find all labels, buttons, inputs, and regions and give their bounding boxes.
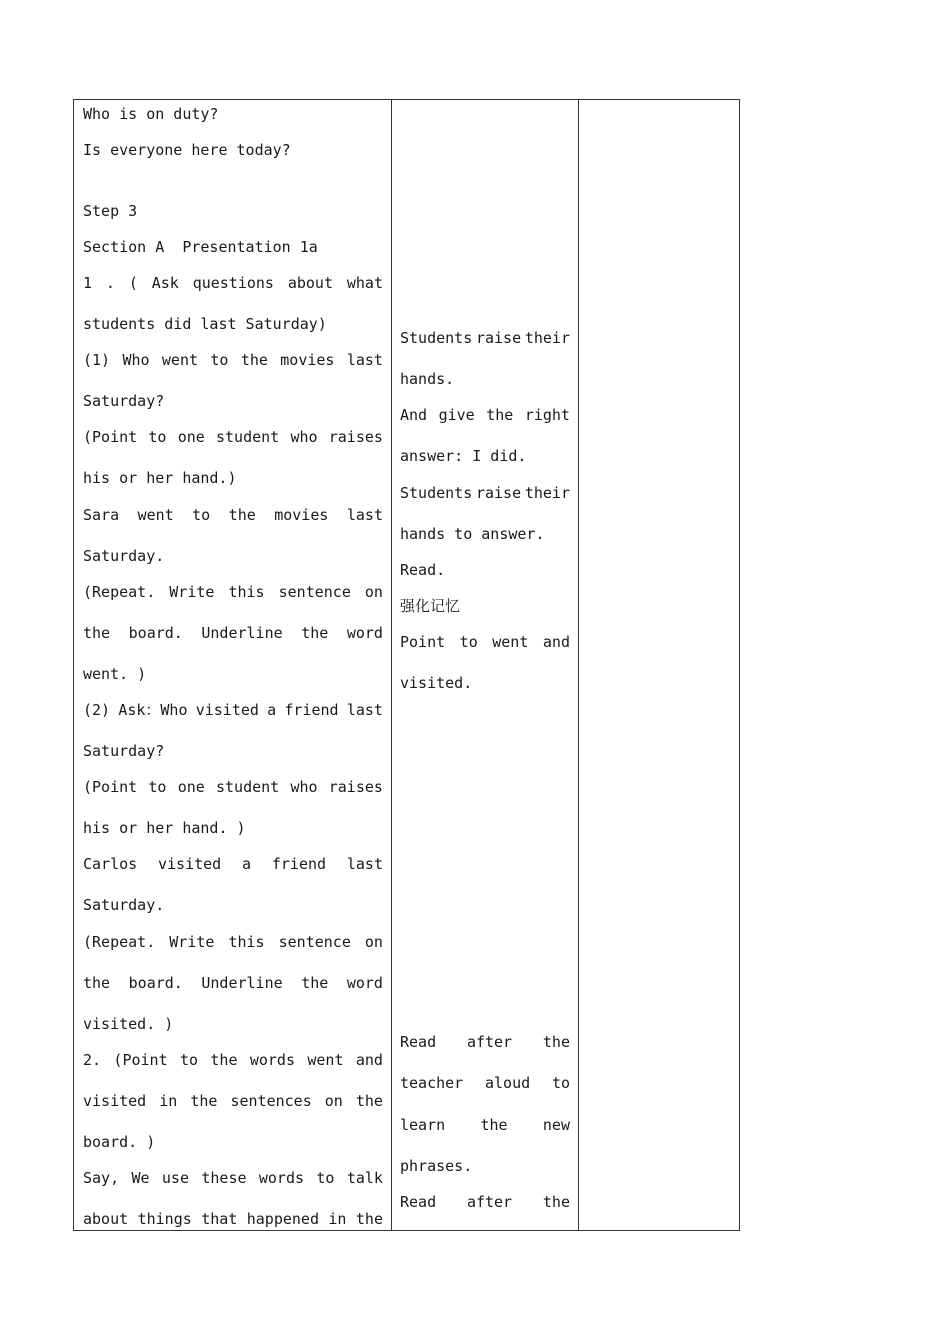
word: Students (400, 484, 473, 502)
lesson-plan-table (73, 99, 740, 1231)
word: board. (128, 974, 183, 992)
word: Who (122, 351, 150, 369)
word: right (524, 406, 570, 424)
word: happened (246, 1210, 319, 1228)
text-line (83, 933, 383, 951)
word: (Point (83, 428, 138, 446)
word: in (159, 1092, 178, 1110)
text-line: went. ) (83, 665, 147, 683)
word: visited (158, 855, 222, 873)
text-line: Who is on duty? (83, 105, 219, 123)
text-line (83, 506, 383, 524)
word: Read (400, 1033, 437, 1051)
word: and (355, 1051, 383, 1069)
text-line (83, 351, 383, 369)
word: Write (169, 583, 215, 601)
word: board. (128, 624, 183, 642)
text-line (83, 624, 383, 642)
word: raises (328, 428, 383, 446)
word: the (355, 1092, 383, 1110)
word: on (324, 1092, 343, 1110)
word: student (216, 428, 280, 446)
text-line (400, 484, 570, 502)
text-line (83, 1169, 383, 1187)
word: to (148, 428, 167, 446)
text-line (83, 274, 383, 292)
text-line: hands. (400, 370, 455, 388)
word: (1) (83, 351, 111, 369)
column-divider-1 (391, 100, 392, 1230)
word: their (524, 484, 570, 502)
word: movies (274, 506, 329, 524)
text-line: answer: I did. (400, 447, 527, 465)
text-line: 强化记忆 (400, 597, 461, 615)
word: who (290, 428, 318, 446)
text-line: visited. ) (83, 1015, 174, 1033)
text-line (83, 1210, 383, 1228)
text-line (83, 855, 383, 873)
word: ( (128, 274, 138, 292)
section-heading: Section A Presentation 1a (83, 238, 318, 256)
word: one (177, 428, 205, 446)
word: the (210, 1051, 238, 1069)
word: the (240, 351, 268, 369)
word: words (249, 1051, 295, 1069)
word: (Point (113, 1051, 168, 1069)
word: visited (83, 1092, 147, 1110)
word: one (177, 778, 205, 796)
word: the (83, 624, 111, 642)
word: (Repeat. (83, 933, 156, 951)
word: Read (400, 1193, 437, 1211)
text-line (83, 778, 383, 796)
word: went (137, 506, 174, 524)
word: Write (169, 933, 215, 951)
word: last (346, 351, 383, 369)
text-line: phrases. (400, 1157, 473, 1175)
word: about (83, 1210, 129, 1228)
text-line: Saturday? (83, 742, 165, 760)
word: We (131, 1169, 150, 1187)
text-line (83, 1092, 383, 1110)
word: after (466, 1193, 513, 1211)
text-line (400, 1116, 570, 1134)
word: what (346, 274, 383, 292)
word: 2. (83, 1051, 102, 1069)
word: words (258, 1169, 305, 1187)
text-line: visited. (400, 674, 473, 692)
word: give (438, 406, 475, 424)
word: Carlos (83, 855, 138, 873)
text-line: hands to answer. (400, 525, 545, 543)
word: Point (400, 633, 446, 651)
word: teacher (400, 1074, 464, 1092)
text-line: board. ) (83, 1133, 156, 1151)
word: who (290, 778, 318, 796)
word: last (346, 855, 383, 873)
text-line (400, 329, 570, 347)
column-divider-2 (578, 100, 579, 1230)
word: the (355, 1210, 383, 1228)
word: raise (475, 329, 522, 347)
word: the (83, 974, 111, 992)
word: sentence (278, 933, 351, 951)
word: visited (195, 701, 259, 719)
word: to (459, 633, 478, 651)
text-line (400, 1033, 570, 1051)
word: last (346, 701, 383, 719)
word: this (228, 583, 265, 601)
word: Students (400, 329, 473, 347)
word: Sara (83, 506, 120, 524)
text-line (83, 428, 383, 446)
word: went (307, 1051, 344, 1069)
word: the (542, 1033, 570, 1051)
word: to (210, 351, 229, 369)
text-line (400, 633, 570, 651)
word: that (201, 1210, 238, 1228)
word: the (301, 974, 329, 992)
word: sentences (230, 1092, 312, 1110)
word: on (364, 583, 383, 601)
text-line: Saturday. (83, 896, 165, 914)
word: the (480, 1116, 508, 1134)
word: last (346, 506, 383, 524)
text-line: Is everyone here today? (83, 141, 291, 159)
word: a (242, 855, 252, 873)
word: 1 (83, 274, 93, 292)
word: (Point (83, 778, 138, 796)
word: the (486, 406, 514, 424)
word: use (161, 1169, 189, 1187)
text-line (400, 1193, 570, 1211)
text-line (83, 701, 383, 719)
word: on (364, 933, 383, 951)
word: in (328, 1210, 347, 1228)
text-line (400, 1074, 570, 1092)
word: And (400, 406, 428, 424)
word: the (542, 1193, 570, 1211)
word: talk (346, 1169, 383, 1187)
word: Ask：Who (118, 701, 188, 719)
word: student (216, 778, 280, 796)
word: about (287, 274, 333, 292)
word: new (542, 1116, 570, 1134)
word: Underline (201, 974, 283, 992)
word: sentence (278, 583, 351, 601)
word: to (179, 1051, 199, 1069)
text-line (83, 1051, 383, 1069)
text-line: Read. (400, 561, 446, 579)
word: to (551, 1074, 570, 1092)
word: . (105, 274, 115, 292)
word: questions (192, 274, 274, 292)
word: Say, (83, 1169, 120, 1187)
word: to (316, 1169, 335, 1187)
word: went (161, 351, 199, 369)
word: these (201, 1169, 247, 1187)
text-line (83, 583, 383, 601)
word: friend (284, 701, 339, 719)
text-line (400, 406, 570, 424)
word: friend (271, 855, 327, 873)
word: this (228, 933, 265, 951)
word: (Repeat. (83, 583, 156, 601)
word: movies (280, 351, 335, 369)
word: word (346, 624, 383, 642)
word: the (301, 624, 329, 642)
word: raise (475, 484, 522, 502)
text-line (83, 974, 383, 992)
word: and (542, 633, 570, 651)
text-line: his or her hand. ) (83, 819, 246, 837)
text-line: students did last Saturday) (83, 315, 327, 333)
word: Ask (151, 274, 179, 292)
word: to (192, 506, 211, 524)
word: things (137, 1210, 192, 1228)
word: to (148, 778, 167, 796)
word: raises (328, 778, 383, 796)
word: their (524, 329, 570, 347)
word: a (267, 701, 277, 719)
word: Underline (201, 624, 283, 642)
step-heading: Step 3 (83, 202, 138, 220)
word: word (346, 974, 383, 992)
text-line: Saturday. (83, 547, 165, 565)
word: (2) (83, 701, 111, 719)
text-line: Saturday? (83, 392, 165, 410)
word: after (466, 1033, 513, 1051)
word: the (228, 506, 256, 524)
text-line: his or her hand.) (83, 469, 237, 487)
word: aloud (485, 1074, 531, 1092)
word: the (190, 1092, 218, 1110)
word: learn (400, 1116, 446, 1134)
word: went (492, 633, 529, 651)
